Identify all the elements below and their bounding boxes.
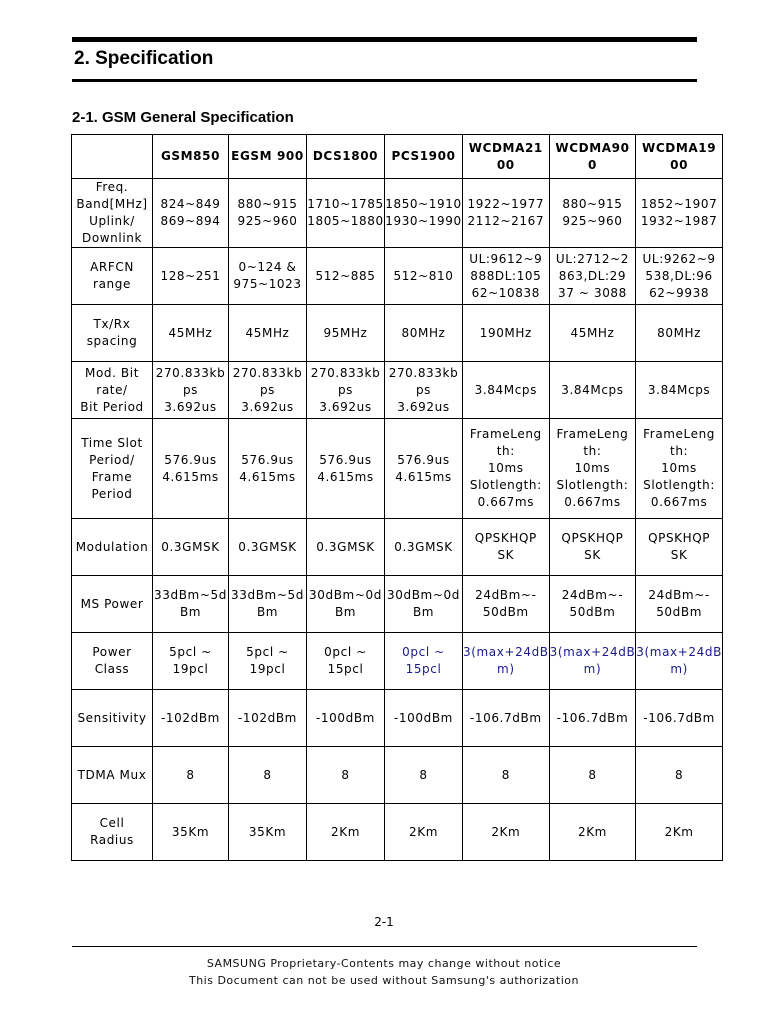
table-cell: 512~810	[385, 248, 463, 305]
subsection-title: 2-1. GSM General Specification	[72, 109, 294, 126]
row-label: Cell Radius	[72, 804, 153, 861]
table-cell: 270.833kb ps 3.692us	[153, 362, 229, 419]
table-cell: 3(max+24dB m)	[463, 633, 550, 690]
footer-notice: SAMSUNG Proprietary-Contents may change without notice	[206, 957, 562, 970]
table-cell: 0.3GMSK	[153, 519, 229, 576]
table-cell: 8	[463, 747, 550, 804]
row-label: Tx/Rx spacing	[72, 305, 153, 362]
table-cell: 0pcl ~ 15pcl	[307, 633, 385, 690]
table-cell: 5pcl ~ 19pcl	[229, 633, 307, 690]
table-cell: 576.9us 4.615ms	[229, 419, 307, 519]
table-cell: 576.9us 4.615ms	[307, 419, 385, 519]
table-cell: 3(max+24dB m)	[636, 633, 723, 690]
table-cell: 576.9us 4.615ms	[385, 419, 463, 519]
table-cell: 1850~1910 1930~1990	[385, 179, 463, 248]
table-cell: 2Km	[549, 804, 636, 861]
table-cell: 190MHz	[463, 305, 550, 362]
row-label: TDMA Mux	[72, 747, 153, 804]
table-cell: -102dBm	[229, 690, 307, 747]
header-cell-empty	[72, 135, 153, 179]
row-label: ARFCN range	[72, 248, 153, 305]
table-row	[72, 804, 723, 861]
row-label: Modulation	[72, 519, 153, 576]
table-cell: 0.3GMSK	[307, 519, 385, 576]
table-row	[72, 576, 723, 633]
table-cell: 576.9us 4.615ms	[153, 419, 229, 519]
table-cell: -102dBm	[153, 690, 229, 747]
table-cell: 3.84Mcps	[636, 362, 723, 419]
row-label: Mod. Bit rate/ Bit Period	[72, 362, 153, 419]
table-cell: 45MHz	[153, 305, 229, 362]
table-cell: 24dBm~- 50dBm	[463, 576, 550, 633]
table-row	[72, 519, 723, 576]
row-label: Time Slot Period/ Frame Period	[72, 419, 153, 519]
header-row	[72, 135, 723, 179]
table-cell: -106.7dBm	[463, 690, 550, 747]
table-cell: 24dBm~- 50dBm	[636, 576, 723, 633]
table-cell: 2Km	[636, 804, 723, 861]
table-cell: 3.84Mcps	[463, 362, 550, 419]
header-cell: WCDMA21 00	[463, 135, 550, 179]
top-rule	[72, 37, 697, 42]
table-cell: 1710~1785 1805~1880	[307, 179, 385, 248]
table-cell: 880~915 925~960	[549, 179, 636, 248]
section-title: 2. Specification	[74, 48, 214, 69]
table-cell: UL:9612~9 888DL:105 62~10838	[463, 248, 550, 305]
table-cell: 880~915 925~960	[229, 179, 307, 248]
row-label: Power Class	[72, 633, 153, 690]
table-cell: 512~885	[307, 248, 385, 305]
table-cell: UL:9262~9 538,DL:96 62~9938	[636, 248, 723, 305]
table-row	[72, 179, 723, 248]
table-cell: QPSKHQP SK	[636, 519, 723, 576]
table-row	[72, 747, 723, 804]
table-cell: 35Km	[229, 804, 307, 861]
table-cell: 80MHz	[385, 305, 463, 362]
table-cell: 8	[549, 747, 636, 804]
table-cell: 30dBm~0d Bm	[307, 576, 385, 633]
table-row	[72, 633, 723, 690]
table-cell: FrameLeng th: 10ms Slotlength: 0.667ms	[549, 419, 636, 519]
table-cell: QPSKHQP SK	[463, 519, 550, 576]
table-cell: 80MHz	[636, 305, 723, 362]
row-label: MS Power	[72, 576, 153, 633]
table-cell: -106.7dBm	[636, 690, 723, 747]
table-cell: 8	[307, 747, 385, 804]
header-cell: DCS1800	[307, 135, 385, 179]
table-row	[72, 362, 723, 419]
table-cell: 824~849 869~894	[153, 179, 229, 248]
table-cell: 3(max+24dB m)	[549, 633, 636, 690]
table-cell: UL:2712~2 863,DL:29 37 ~ 3088	[549, 248, 636, 305]
table-cell: 0.3GMSK	[385, 519, 463, 576]
table-cell: 270.833kb ps 3.692us	[385, 362, 463, 419]
page-number: 2-1	[374, 915, 394, 929]
table-row	[72, 419, 723, 519]
table-cell: 0.3GMSK	[229, 519, 307, 576]
title-rule	[72, 79, 697, 82]
footer-authorization: This Document can not be used without Samsung's authorization	[188, 974, 579, 987]
table-cell: FrameLeng th: 10ms Slotlength: 0.667ms	[636, 419, 723, 519]
table-cell: 1922~1977 2112~2167	[463, 179, 550, 248]
footer-rule	[72, 946, 697, 947]
table-cell: -100dBm	[307, 690, 385, 747]
table-cell: 2Km	[463, 804, 550, 861]
header-cell: EGSM 900	[229, 135, 307, 179]
table-cell: 33dBm~5d Bm	[153, 576, 229, 633]
table-cell: 45MHz	[229, 305, 307, 362]
table-cell: 5pcl ~ 19pcl	[153, 633, 229, 690]
table-row	[72, 248, 723, 305]
table-cell: FrameLeng th: 10ms Slotlength: 0.667ms	[463, 419, 550, 519]
table-cell: 35Km	[153, 804, 229, 861]
table-cell: 8	[636, 747, 723, 804]
header-cell: WCDMA90 0	[549, 135, 636, 179]
table-cell: 8	[153, 747, 229, 804]
table-cell: 33dBm~5d Bm	[229, 576, 307, 633]
table-cell: 1852~1907 1932~1987	[636, 179, 723, 248]
table-cell: 8	[385, 747, 463, 804]
table-cell: 3.84Mcps	[549, 362, 636, 419]
table-cell: 8	[229, 747, 307, 804]
table-cell: 2Km	[385, 804, 463, 861]
table-row	[72, 305, 723, 362]
table-cell: -100dBm	[385, 690, 463, 747]
table-cell: 30dBm~0d Bm	[385, 576, 463, 633]
header-cell: GSM850	[153, 135, 229, 179]
table-cell: 0pcl ~ 15pcl	[385, 633, 463, 690]
table-cell: QPSKHQP SK	[549, 519, 636, 576]
gsm-spec-table	[71, 134, 723, 861]
table-cell: -106.7dBm	[549, 690, 636, 747]
table-cell: 128~251	[153, 248, 229, 305]
table-cell: 24dBm~- 50dBm	[549, 576, 636, 633]
row-label: Freq. Band[MHz] Uplink/ Downlink	[72, 179, 153, 248]
table-cell: 270.833kb ps 3.692us	[307, 362, 385, 419]
table-cell: 95MHz	[307, 305, 385, 362]
row-label: Sensitivity	[72, 690, 153, 747]
table-cell: 270.833kb ps 3.692us	[229, 362, 307, 419]
table-cell: 2Km	[307, 804, 385, 861]
table-row	[72, 690, 723, 747]
table-cell: 0~124 & 975~1023	[229, 248, 307, 305]
header-cell: WCDMA19 00	[636, 135, 723, 179]
header-cell: PCS1900	[385, 135, 463, 179]
table-cell: 45MHz	[549, 305, 636, 362]
